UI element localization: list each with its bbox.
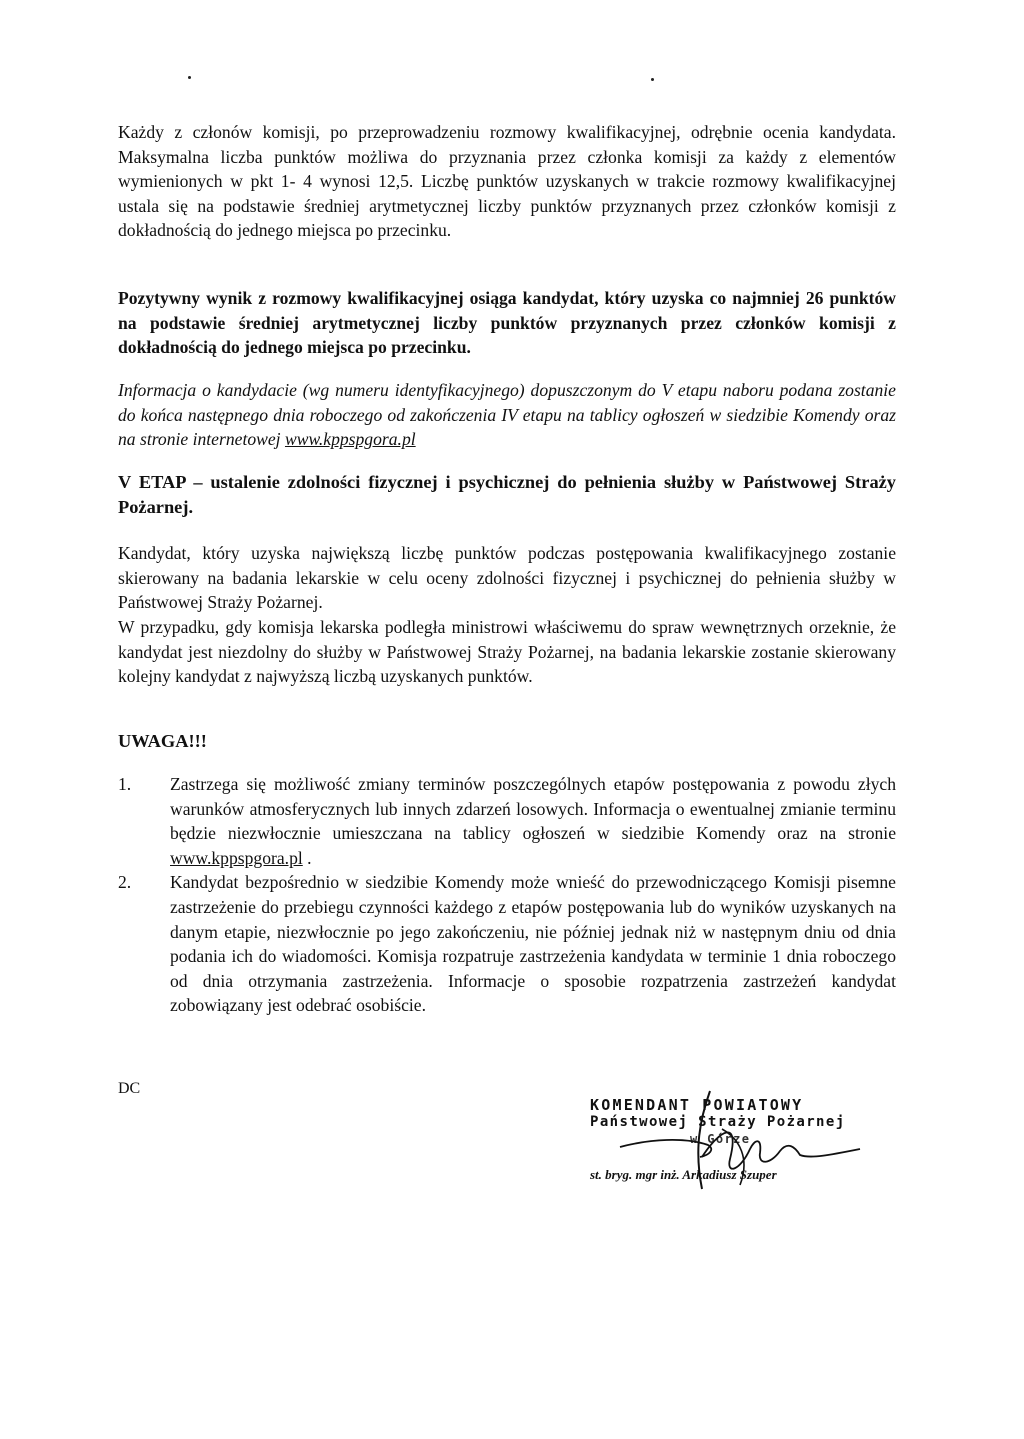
paragraph-medical-unfit: W przypadku, gdy komisja lekarska podległa ministrowi właściwemu do spraw wewnętrznych orzeknie, że kandydat jest niezdolny do służby w Państwowej Straży Pożarnej, na badania lekarskie zostanie skierowany kolejny kandydat z najwyższą liczbą uzyskanych punktów. bbox=[118, 617, 896, 687]
scan-speck bbox=[651, 78, 654, 81]
list-item bbox=[118, 772, 896, 870]
list-item-suffix: . bbox=[302, 847, 312, 868]
commander-stamp bbox=[590, 1097, 890, 1197]
list-item bbox=[118, 870, 896, 1018]
paragraph-positive-result: Pozytywny wynik z rozmowy kwalifikacyjnej osiąga kandydat, który uzyska co najmniej 26 punktów na podstawie średniej arytmetycznej liczby punktów przyznanych przez członków komisji z dokładnością do jednego miejsca po przecinku. bbox=[118, 288, 896, 358]
candidate-information-text: Informacja o kandydacie (wg numeru identyfikacyjnego) dopuszczonym do V etapu naboru podana zostanie do końca następnego dnia roboczego od zakończenia IV etapu na tablicy ogłoszeń w siedzibie Komendy oraz na stronie internetowej bbox=[118, 380, 896, 450]
list-item-number: 1. bbox=[118, 774, 132, 794]
stage-v-heading: V ETAP – ustalenie zdolności fizycznej i psychicznej do pełnienia służby w Państwowej Straży Pożarnej. bbox=[118, 472, 896, 517]
list-item-number: 2. bbox=[118, 872, 132, 893]
paragraph-interview-scoring: Każdy z członów komisji, po przeprowadzeniu rozmowy kwalifikacyjnej, odrębnie ocenia kandydata. Maksymalna liczba punktów możliwa do przyznania przez członka komisji za każdy z elementów wymienionych w pkt 1- 4 wynosi 12,5. Liczbę punktów uzyskanych w trakcie rozmowy kwalifikacyjnej ustala się na podstawie średniej arytmetycznej liczby punktów przyznanych przez członków komisji z dokładnością do jednego miejsca po przecinku. bbox=[118, 122, 896, 241]
paragraph-candidate-information bbox=[118, 378, 896, 452]
website-link[interactable]: www.kppspgora.pl bbox=[170, 847, 303, 868]
list-item-text: Kandydat bezpośrednio w siedzibie Komendy może wnieść do przewodniczącego Komisji pisemne zastrzeżenie do przebiegu czynności każdego z etapów postępowania lub do wyników uzyskanych na danym etapie, niezwłocznie po jego zakończeniu, nie później jednak niż w następnym dniu od dnia podania ich do wiadomości. Komisja rozpatruje zastrzeżenia kandydata w terminie 1 dnia roboczego od dnia otrzymania zastrzeżenia. Informacje o sposobie rozpatrzenia zastrzeżeń kandydat zobowiązany jest odebrać osobiście. bbox=[170, 872, 896, 1016]
stamp-line-institution: Państwowej Straży Pożarnej bbox=[590, 1114, 846, 1130]
handwritten-signature bbox=[590, 1089, 890, 1199]
website-link[interactable]: www.kppspgora.pl bbox=[284, 429, 416, 450]
stamp-line-location: w Górze bbox=[690, 1132, 751, 1146]
list-item-text: Zastrzega się możliwość zmiany terminów poszczególnych etapów postępowania z powodu złych warunków atmosferycznych lub innych zdarzeń losowych. Informacja o ewentualnej zmianie terminu będzie niezwłocznie umieszczana na tablicy ogłoszeń w siedzibie Komendy oraz na stronie bbox=[170, 774, 896, 844]
attention-heading: UWAGA!!! bbox=[118, 731, 207, 751]
stamp-commander-name: st. bryg. mgr inż. Arkadiusz Szuper bbox=[590, 1167, 777, 1182]
author-initials: DC bbox=[118, 1080, 141, 1097]
paragraph-medical-referral: Kandydat, który uzyska największą liczbę punktów podczas postępowania kwalifikacyjnego zostanie skierowany na badania lekarskie w celu oceny zdolności fizycznej i psychicznej do pełnienia służby w Państwowej Straży Pożarnej. bbox=[118, 543, 896, 613]
notice-list bbox=[118, 772, 896, 1018]
stamp-line-title: KOMENDANT POWIATOWY bbox=[590, 1096, 804, 1114]
scan-speck bbox=[188, 76, 191, 79]
